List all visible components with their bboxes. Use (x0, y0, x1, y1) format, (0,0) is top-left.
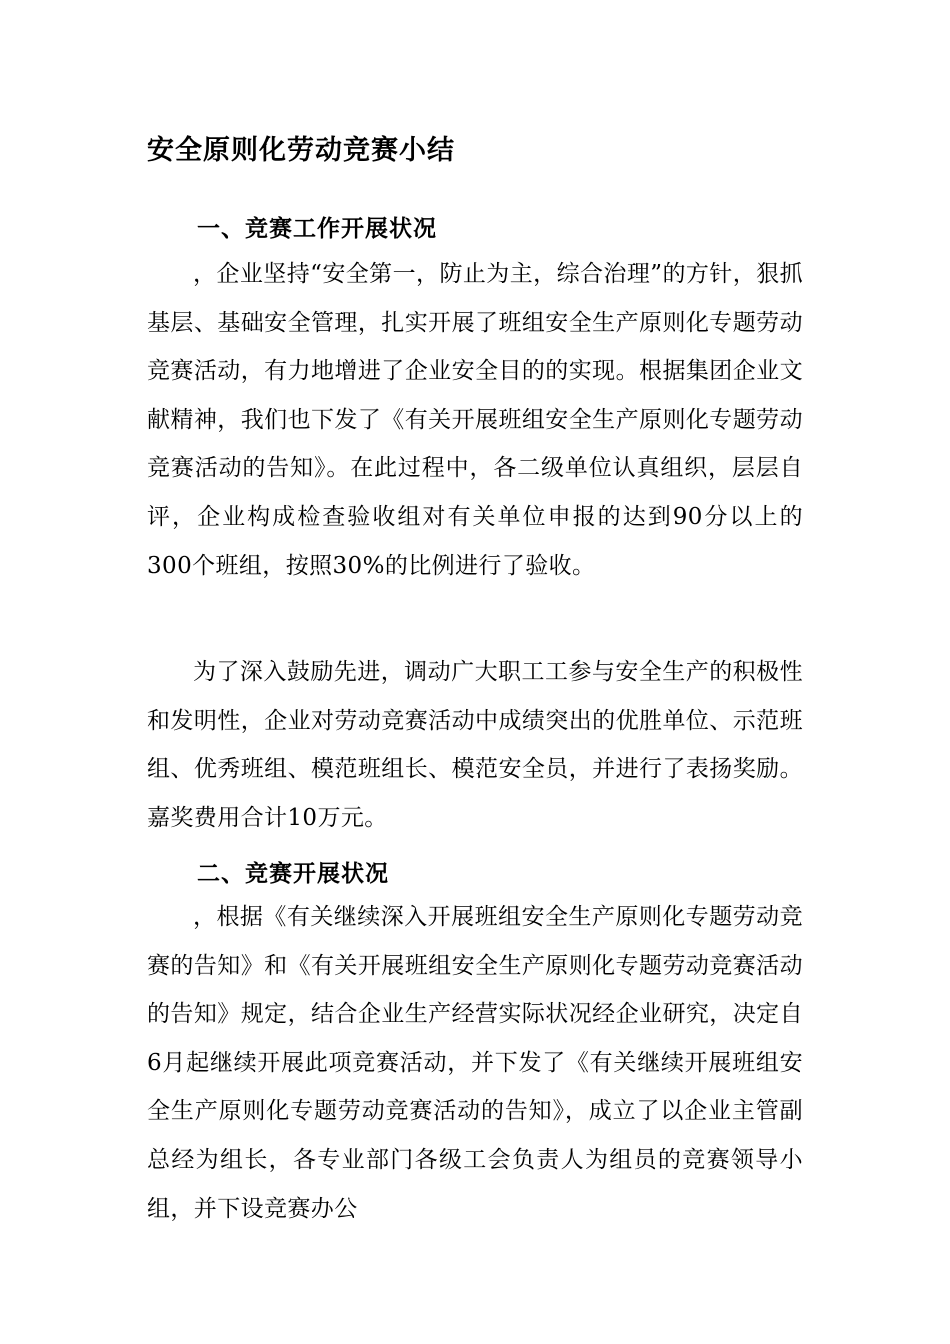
paragraph-3: ，根据《有关继续深入开展班组安全生产原则化专题劳动竞赛的告知》和《有关开展班组安全生产原则化专题劳动竞赛活动的告知》规定，结合企业生产经营实际状况经企业研究，决定自6月起继续开展此项竞赛活动，并下发了《有关继续开展班组安全生产原则化专题劳动竞赛活动的告知》，成立了以企业主管副总经为组长，各专业部门各级工会负责人为组员的竞赛领导小组，并下设竞赛办公 (147, 904, 803, 1222)
paragraph-2: 为了深入鼓励先进，调动广大职工工参与安全生产的积极性和发明性，企业对劳动竞赛活动中成绩突出的优胜单位、示范班组、优秀班组、模范班组长、模范安全员，并进行了表扬奖励。嘉奖费用合计10万元。 (147, 659, 803, 831)
section-heading-1: 一、竞赛工作开展状况 (197, 215, 437, 242)
section-heading-2: 二、竞赛开展状况 (197, 860, 389, 887)
document-title: 安全原则化劳动竞赛小结 (147, 135, 455, 166)
paragraph-1: ，企业坚持“安全第一，防止为主，综合治理”的方针，狠抓基层、基础安全管理，扎实开展了班组安全生产原则化专题劳动竞赛活动，有力地增进了企业安全目的的实现。根据集团企业文献精神，我们也下发了《有关开展班组安全生产原则化专题劳动竞赛活动的告知》。在此过程中，各二级单位认真组织，层层自评，企业构成检查验收组对有关单位申报的达到90分以上的300个班组，按照30%的比例进行了验收。 (147, 261, 803, 579)
